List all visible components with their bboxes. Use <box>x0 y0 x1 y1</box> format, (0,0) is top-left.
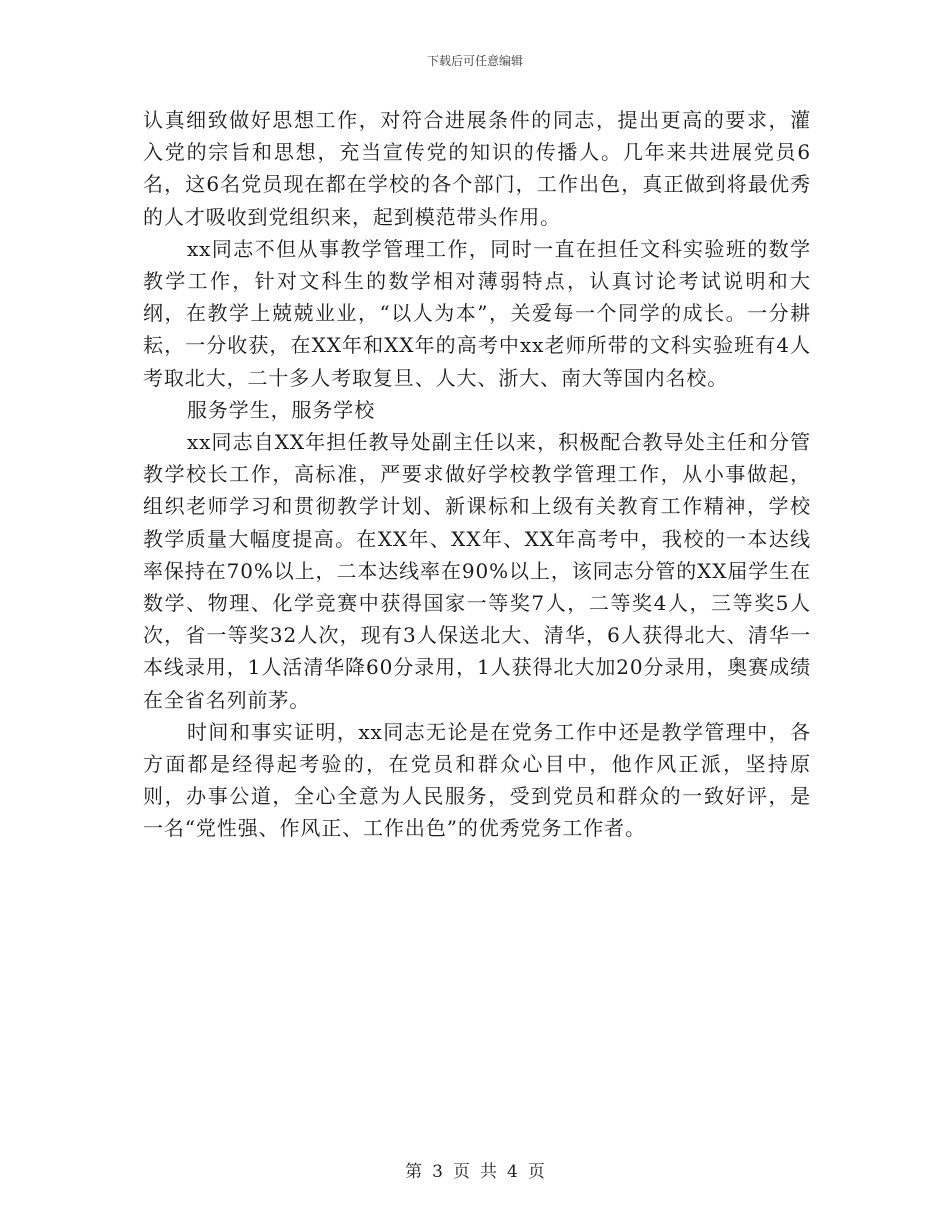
footer-suffix: 页 <box>527 1162 545 1182</box>
paragraph-teaching: xx同志不但从事教学管理工作，同时一直在担任文科实验班的数学教学工作，针对文科生的数学相对薄弱特点，认真讨论考试说明和大纲，在教学上兢兢业业，“以人为本”，关爱每一个同学的成长。一分耕耘，一分收获，在XX年和XX年的高考中xx老师所带的文科实验班有4人考取北大，二十多人考取复旦、人大、浙大、南大等国内名校。 <box>143 236 811 390</box>
footer-prefix: 第 <box>405 1162 423 1182</box>
total-page-number: 4 <box>507 1162 518 1182</box>
page-footer <box>0 1157 950 1182</box>
current-page-number: 3 <box>432 1162 443 1182</box>
document-body <box>143 104 811 845</box>
page-header: 下载后可任意编辑 <box>426 54 523 68</box>
section-heading: 服务学生，服务学校 <box>187 397 376 422</box>
footer-total-label: 共 <box>480 1162 497 1182</box>
paragraph-continuation: 认真细致做好思想工作，对符合进展条件的同志，提出更高的要求，灌入党的宗旨和思想，充当宣传党的知识的传播人。几年来共进展党员6名，这6名党员现在都在学校的各个部门，工作出色，真正做到将最优秀的人才吸收到党组织来，起到模范带头作用。 <box>143 108 811 229</box>
paragraph-management: xx同志自XX年担任教导处副主任以来，积极配合教导处主任和分管教学校长工作，高标准，严要求做好学校教学管理工作，从小事做起，组织老师学习和贯彻教学计划、新课标和上级有关教育工作精神，学校教学质量大幅度提高。在XX年、XX年、XX年高考中，我校的一本达线率保持在70%以上，二本达线率在90%以上，该同志分管的XX届学生在数学、物理、化学竞赛中获得国家一等奖7人，二等奖4人，三等奖5人次，省一等奖32人次，现有3人保送北大、清华，6人获得北大、清华一本线录用，1人活清华降60分录用，1人获得北大加20分录用，奥赛成绩在全省名列前茅。 <box>143 430 811 712</box>
footer-page-label: 页 <box>453 1162 470 1182</box>
paragraph-conclusion: 时间和事实证明，xx同志无论是在党务工作中还是教学管理中，各方面都是经得起考验的，在党员和群众心目中，他作风正派，坚持原则，办事公道，全心全意为人民服务，受到党员和群众的一致好评，是一名“党性强、作风正、工作出色”的优秀党务工作者。 <box>143 719 811 841</box>
